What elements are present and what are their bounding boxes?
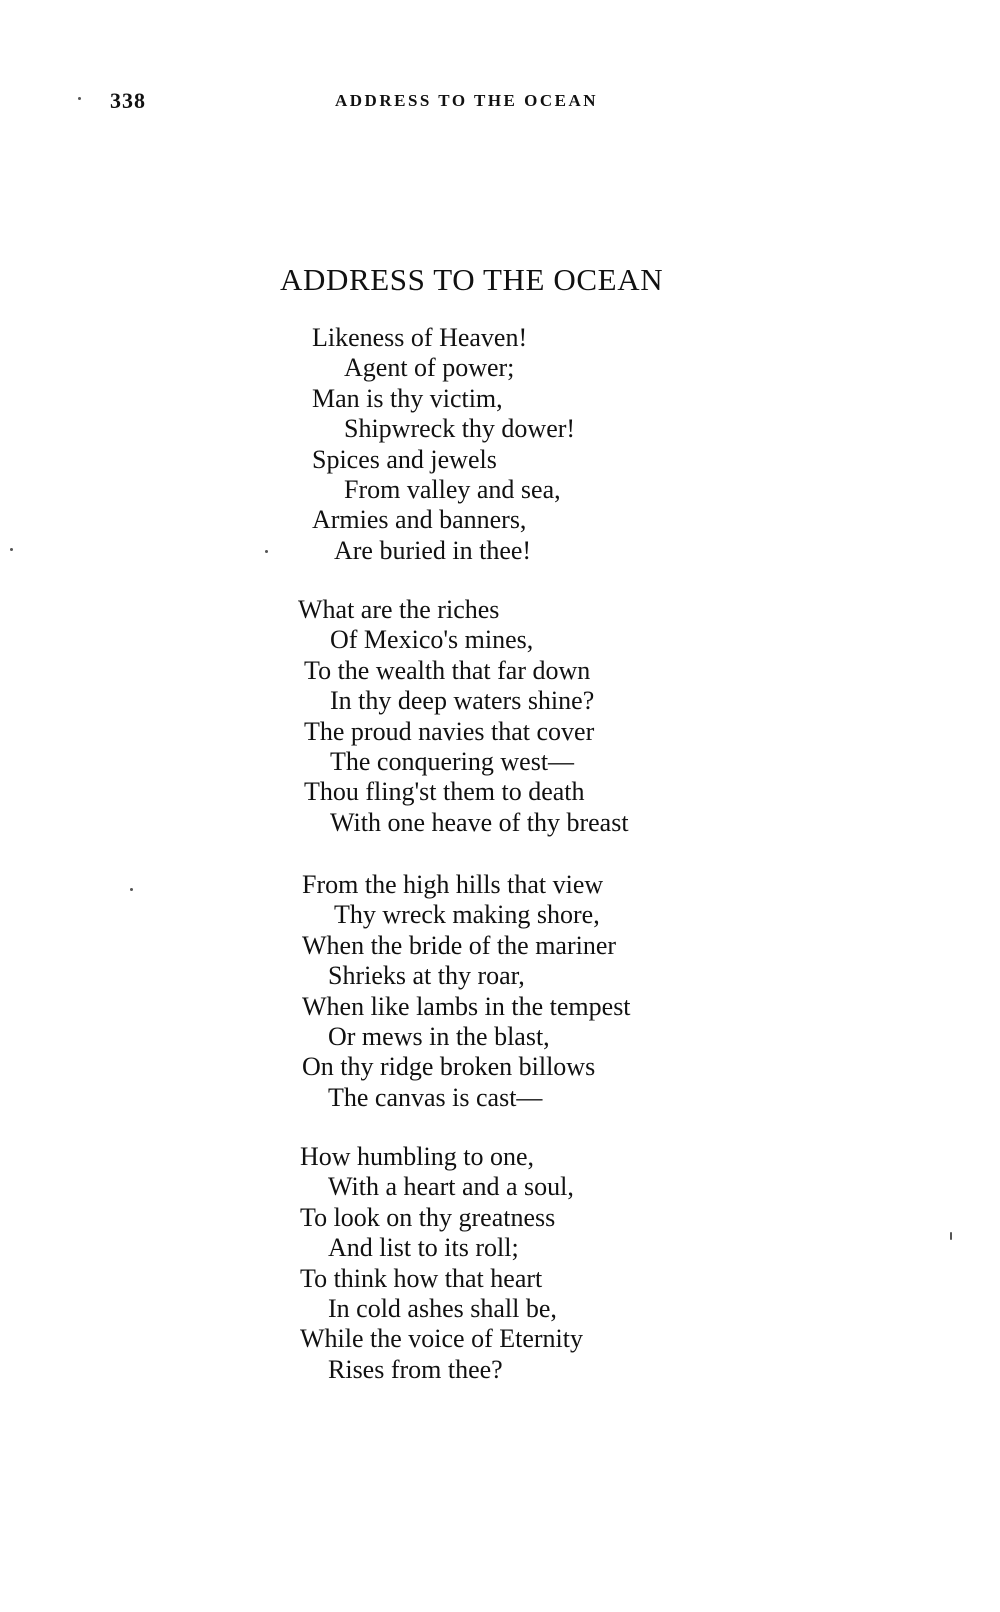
poem-line: The conquering west—	[330, 746, 575, 776]
poem-title: ADDRESS TO THE OCEAN	[280, 262, 664, 297]
poem-line: On thy ridge broken billows	[302, 1052, 596, 1082]
poem-line: When like lambs in the tempest	[302, 991, 631, 1021]
poem-line: And list to its roll;	[328, 1233, 519, 1263]
poem-line: Shrieks at thy roar,	[328, 961, 525, 991]
poem-line: To think how that heart	[300, 1263, 543, 1293]
poem-line: When the bride of the mariner	[302, 930, 617, 960]
scan-speck	[950, 1232, 952, 1240]
poem-line: Thy wreck making shore,	[334, 900, 600, 930]
poem-line: Or mews in the blast,	[328, 1021, 550, 1051]
poem-line: Of Mexico's mines,	[330, 625, 534, 655]
page-number: 338	[110, 88, 146, 113]
poem-line: While the voice of Eternity	[300, 1324, 584, 1354]
poem-line: How humbling to one,	[300, 1142, 534, 1171]
stanza-1	[312, 323, 575, 566]
poem-line: The canvas is cast—	[328, 1082, 543, 1112]
poem-line: From the high hills that view	[302, 870, 604, 899]
poem-line: In thy deep waters shine?	[330, 686, 595, 716]
poem-line: Rises from thee?	[328, 1354, 503, 1384]
poem-line: What are the riches	[298, 595, 500, 624]
poem-line: Are buried in thee!	[334, 535, 532, 565]
stanza-2	[298, 595, 629, 838]
scan-speck	[78, 97, 81, 100]
poem-line: From valley and sea,	[344, 474, 561, 504]
poem-line: Agent of power;	[344, 353, 515, 383]
poem-line: Likeness of Heaven!	[312, 323, 528, 352]
poem-line: Armies and banners,	[312, 505, 527, 535]
poem-line: To look on thy greatness	[300, 1202, 556, 1232]
poem-line: Man is thy victim,	[312, 383, 503, 413]
poem-line: Spices and jewels	[312, 444, 497, 474]
running-title: ADDRESS TO THE OCEAN	[335, 91, 599, 110]
stanza-4	[300, 1142, 583, 1385]
poem-line: To the wealth that far down	[304, 655, 591, 685]
stanza-3	[302, 870, 631, 1113]
running-head	[0, 88, 1000, 118]
poem-line: Shipwreck thy dower!	[344, 414, 576, 444]
poem-line: The proud navies that cover	[304, 716, 595, 746]
poem-line: With a heart and a soul,	[328, 1172, 574, 1202]
poem-line: In cold ashes shall be,	[328, 1293, 557, 1323]
scan-speck	[265, 550, 268, 553]
poem-line: With one heave of thy breast	[330, 807, 629, 837]
scan-speck	[10, 548, 13, 551]
scan-speck	[130, 888, 133, 891]
poem-line: Thou fling'st them to death	[304, 777, 585, 807]
